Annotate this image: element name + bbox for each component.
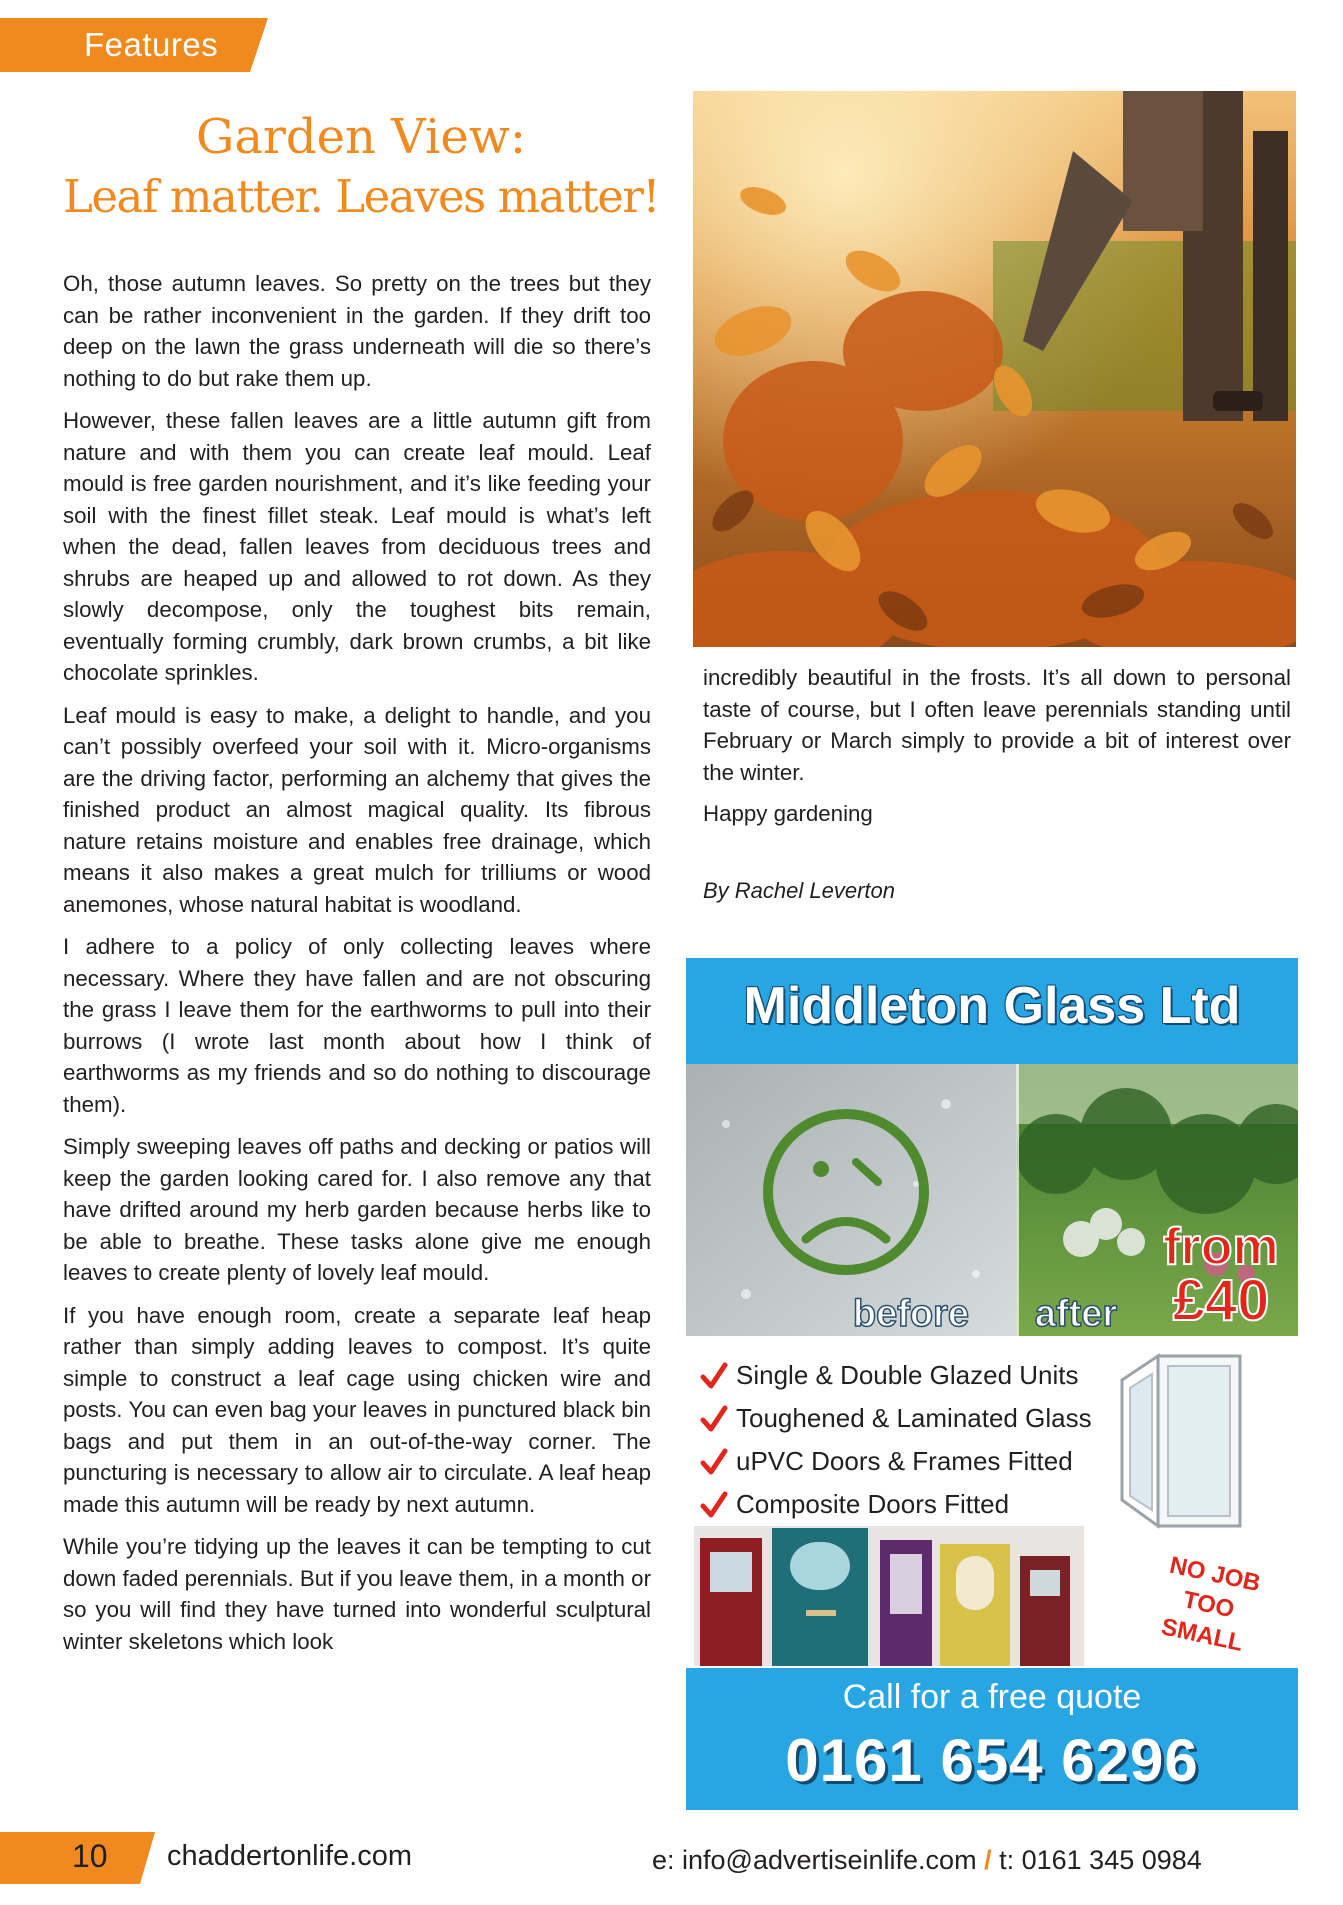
stamp-line: TOO — [1180, 1586, 1237, 1624]
checkmark-icon — [700, 1361, 728, 1391]
stamp-line: SMALL — [1158, 1613, 1246, 1657]
paragraph: Simply sweeping leaves off paths and decking or patios will keep the garden looking cared for. I also remove any that have drifted around my herb garden because herbs like to be able to breathe. These tasks alone give me enough leaves to create plenty of lovely leaf mould. — [63, 1134, 651, 1285]
paragraph: I adhere to a policy of only collecting leaves where necessary. Where they have fallen and are not obscuring the grass I leave them for the earthworms to pull into their burrows (I wrote last month about how I think of earthworms as my friends and so do nothing to discourage them). — [63, 934, 651, 1117]
footer-contact — [652, 1845, 1202, 1876]
doors-illustration — [694, 1526, 1084, 1666]
title-line-1: Garden View: — [195, 109, 527, 165]
autumn-leaves-photo — [693, 91, 1296, 647]
article-body-left — [63, 268, 651, 1668]
page-number: 10 — [72, 1838, 108, 1874]
ad-header — [686, 958, 1298, 1064]
article-title — [56, 108, 666, 228]
footer-site-link[interactable]: chaddertonlife.com — [167, 1840, 413, 1872]
service-label: uPVC Doors & Frames Fitted — [736, 1446, 1073, 1476]
byline: By Rachel Leverton — [703, 878, 895, 903]
window-illustration — [1118, 1350, 1248, 1530]
paragraph: However, these fallen leaves are a little autumn gift from nature and with them you can create leaf mould. Leaf mould is free garden nourishment, and it’s like feeding your soil with the finest fillet steak. Leaf mould is what’s left when the dead, fallen leaves from deciduous trees and shrubs are heaped up and allowed to rot down. As they slowly decompose, only the toughest bits remain, eventually forming crumbly, dark brown crumbs, a bit like chocolate sprinkles. — [63, 408, 651, 685]
checkmark-icon — [700, 1447, 728, 1477]
article-body-right — [703, 662, 1291, 840]
services-list — [700, 1354, 1092, 1526]
footer-phone[interactable]: t: 0161 345 0984 — [999, 1845, 1202, 1875]
service-item — [700, 1440, 1092, 1483]
service-item — [700, 1483, 1092, 1526]
service-label: Composite Doors Fitted — [736, 1489, 1010, 1519]
paragraph: incredibly beautiful in the frosts. It’s all down to personal taste of course, but I often leave perennials standing until February or March simply to provide a bit of interest over the winter. — [703, 665, 1291, 785]
after-label: after — [1034, 1293, 1118, 1335]
service-label: Single & Double Glazed Units — [736, 1360, 1079, 1390]
footer-divider: / — [984, 1845, 992, 1875]
footer-email[interactable]: e: info@advertiseinlife.com — [652, 1845, 977, 1875]
paragraph: Leaf mould is easy to make, a delight to handle, and you can’t possibly overfeed your soil with it. Micro-organisms are the driving factor, performing an alchemy that gives the finished product an almost magical quality. Its fibrous nature retains moisture and enables free drainage, which means it also makes a great mulch for trilliums or wood anemones, whose natural habitat is woodland. — [63, 702, 651, 917]
price-from: from — [1163, 1218, 1279, 1276]
paragraph: If you have enough room, create a separate leaf heap rather than simply adding leaves to compost. It’s quite simple to construct a leaf cage using chicken wire and posts. You can even bag your leaves in punctured black bin bags and put them in an out-of-the-way corner. The puncturing is necessary to allow air to circulate. A leaf heap made this autumn will be ready by next autumn. — [63, 1302, 651, 1517]
section-tab — [0, 18, 270, 72]
checkmark-icon — [700, 1490, 728, 1520]
ad-footer — [686, 1668, 1298, 1810]
section-label: Features — [84, 26, 219, 63]
before-label: before — [852, 1293, 970, 1335]
paragraph: While you’re tidying up the leaves it can be tempting to cut down faded perennials. But if you leave them, in a month or so you will find they have turned into wonderful sculptural winter skeletons which look — [63, 1534, 651, 1654]
title-line-2: Leaf matter. Leaves matter! — [63, 170, 659, 223]
checkmark-icon — [700, 1404, 728, 1434]
stamp-line: NO JOB — [1167, 1551, 1263, 1598]
service-label: Toughened & Laminated Glass — [736, 1403, 1092, 1433]
paragraph: Happy gardening — [703, 801, 873, 826]
before-after-image — [686, 1064, 1298, 1336]
service-item — [700, 1354, 1092, 1397]
call-to-action: Call for a free quote — [842, 1678, 1142, 1716]
paragraph: Oh, those autumn leaves. So pretty on the trees but they can be rather inconvenient in the garden. If they drift too deep on the lawn the grass underneath will die so there’s nothing to do but rake them up. — [63, 271, 651, 391]
price: £40 — [1172, 1268, 1270, 1333]
middleton-glass-ad — [686, 958, 1298, 1810]
service-item — [700, 1397, 1092, 1440]
no-job-too-small-badge — [1130, 1546, 1282, 1688]
ad-company-name: Middleton Glass Ltd — [743, 977, 1241, 1035]
page-number-tab — [0, 1832, 160, 1884]
ad-phone-number[interactable]: 0161 654 6296 — [785, 1727, 1199, 1794]
